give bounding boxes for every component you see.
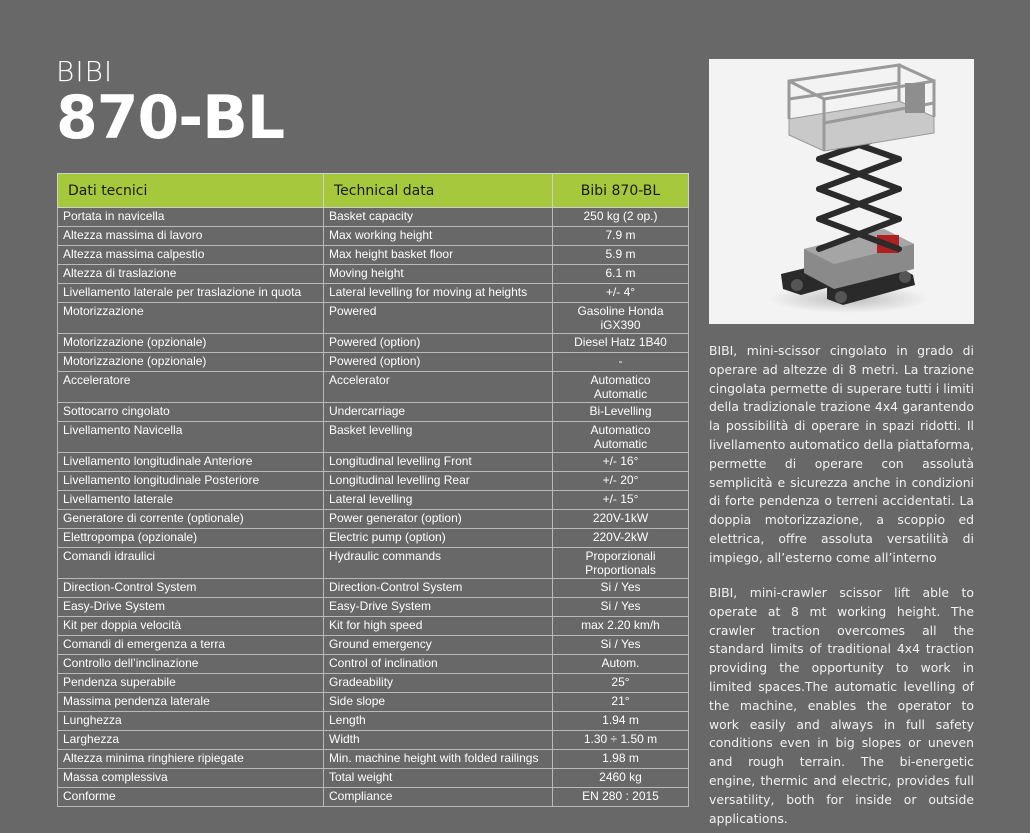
spec-row	[58, 636, 689, 655]
spec-label-english: Basket levelling	[324, 422, 553, 453]
spec-label-italian: Pendenza superabile	[58, 674, 324, 693]
spec-label-english: Powered (option)	[324, 353, 553, 372]
spec-value: 1.30 ÷ 1.50 m	[553, 731, 689, 750]
spec-value: Automatico Automatic	[553, 422, 689, 453]
spec-row	[58, 510, 689, 529]
spec-value: 25°	[553, 674, 689, 693]
spec-label-italian: Larghezza	[58, 731, 324, 750]
description-english: BIBI, mini-crawler scissor lift able to operate at 8 mt working height. The crawler traction overcomes all the standard limits of traditional 4x4 traction providing the opportunity to work in limited spaces.The automatic levelling of the machine, enables the operator to work easily and always in full safety conditions even in big slopes or uneven and rough terrain. The bi-energetic engine, thermic and electric, provides full versatility, both for inside or outside applications.	[709, 585, 974, 826]
spec-label-italian: Motorizzazione	[58, 303, 324, 334]
spec-label-italian: Comandi idraulici	[58, 548, 324, 579]
spec-label-italian: Altezza minima ringhiere ripiegate	[58, 750, 324, 769]
spec-row	[58, 617, 689, 636]
spec-value: 2460 kg	[553, 769, 689, 788]
spec-row	[58, 579, 689, 598]
brand-subtitle: BIBI	[56, 55, 114, 88]
spec-row	[58, 422, 689, 453]
spec-label-english: Gradeability	[324, 674, 553, 693]
spec-row	[58, 265, 689, 284]
spec-label-italian: Comandi di emergenza a terra	[58, 636, 324, 655]
spec-value: Proporzionali Proportionals	[553, 548, 689, 579]
spec-label-italian: Livellamento Navicella	[58, 422, 324, 453]
spec-label-english: Powered (option)	[324, 334, 553, 353]
spec-label-english: Lateral levelling for moving at heights	[324, 284, 553, 303]
scissor-lift-illustration	[709, 59, 974, 324]
spec-label-english: Longitudinal levelling Front	[324, 453, 553, 472]
spec-row	[58, 529, 689, 548]
spec-label-english: Longitudinal levelling Rear	[324, 472, 553, 491]
spec-value: -	[553, 353, 689, 372]
spec-label-italian: Kit per doppia velocità	[58, 617, 324, 636]
spec-table	[57, 173, 689, 807]
spec-value: +/- 4°	[553, 284, 689, 303]
spec-label-italian: Acceleratore	[58, 372, 324, 403]
spec-label-italian: Elettropompa (opzionale)	[58, 529, 324, 548]
spec-value: +/- 20°	[553, 472, 689, 491]
brand-block	[56, 55, 285, 153]
spec-row	[58, 731, 689, 750]
spec-table-header	[58, 174, 689, 208]
spec-value: Automatico Automatic	[553, 372, 689, 403]
spec-label-italian: Controllo dell’inclinazione	[58, 655, 324, 674]
description-italian: BIBI, mini-scissor cingolato in grado di operare ad altezze di 8 metri. La trazione cingolata permette di superare tutti i limiti della tradizionale trazione 4x4 garantendo la possibilità di operare in spazi ridotti. Il livellamento automatico della piattaforma, permette di operare con assolutà semplicità e sicurezza anche in condizioni di forte pendenza o terreni accidentati. La doppia motorizzazione, a scoppio ed elettrica, offre assoluta versatilità di impiego, all’esterno come all’interno	[709, 343, 974, 565]
spec-value: Si / Yes	[553, 598, 689, 617]
spec-label-english: Accelerator	[324, 372, 553, 403]
spec-value: 21°	[553, 693, 689, 712]
spec-label-italian: Easy-Drive System	[58, 598, 324, 617]
spec-label-english: Basket capacity	[324, 208, 553, 227]
spec-value: EN 280 : 2015	[553, 788, 689, 807]
spec-value: 5.9 m	[553, 246, 689, 265]
spec-label-english: Easy-Drive System	[324, 598, 553, 617]
product-photo	[709, 59, 974, 324]
spec-label-english: Length	[324, 712, 553, 731]
spec-label-italian: Livellamento laterale per traslazione in quota	[58, 284, 324, 303]
spec-label-english: Width	[324, 731, 553, 750]
spec-value: Bi-Levelling	[553, 403, 689, 422]
spec-row	[58, 453, 689, 472]
spec-row	[58, 655, 689, 674]
spec-label-italian: Motorizzazione (opzionale)	[58, 353, 324, 372]
spec-label-italian: Altezza di traslazione	[58, 265, 324, 284]
spec-value: 7.9 m	[553, 227, 689, 246]
spec-row	[58, 246, 689, 265]
spec-row	[58, 491, 689, 510]
spec-label-italian: Massima pendenza laterale	[58, 693, 324, 712]
spec-label-english: Min. machine height with folded railings	[324, 750, 553, 769]
spec-row	[58, 472, 689, 491]
spec-row	[58, 674, 689, 693]
spec-label-english: Powered	[324, 303, 553, 334]
spec-label-italian: Direction-Control System	[58, 579, 324, 598]
spec-row	[58, 769, 689, 788]
spec-row	[58, 227, 689, 246]
spec-row	[58, 284, 689, 303]
spec-label-italian: Massa complessiva	[58, 769, 324, 788]
spec-value: Gasoline Honda iGX390	[553, 303, 689, 334]
model-title: 870-BL	[56, 83, 285, 153]
spec-label-english: Ground emergency	[324, 636, 553, 655]
spec-label-english: Direction-Control System	[324, 579, 553, 598]
header-model: Bibi 870-BL	[553, 174, 689, 208]
spec-label-italian: Livellamento longitudinale Posteriore	[58, 472, 324, 491]
spec-label-italian: Motorizzazione (opzionale)	[58, 334, 324, 353]
spec-label-english: Hydraulic commands	[324, 548, 553, 579]
spec-label-italian: Conforme	[58, 788, 324, 807]
spec-value: Autom.	[553, 655, 689, 674]
spec-value: Diesel Hatz 1B40	[553, 334, 689, 353]
spec-label-english: Lateral levelling	[324, 491, 553, 510]
spec-label-italian: Lunghezza	[58, 712, 324, 731]
spec-value: 6.1 m	[553, 265, 689, 284]
spec-value: 220V-1kW	[553, 510, 689, 529]
spec-value: 1.98 m	[553, 750, 689, 769]
spec-row	[58, 334, 689, 353]
spec-value: 1.94 m	[553, 712, 689, 731]
spec-label-english: Power generator (option)	[324, 510, 553, 529]
spec-label-english: Undercarriage	[324, 403, 553, 422]
spec-row	[58, 353, 689, 372]
spec-value: 220V-2kW	[553, 529, 689, 548]
spec-label-english: Moving height	[324, 265, 553, 284]
spec-value: 250 kg (2 op.)	[553, 208, 689, 227]
spec-label-english: Side slope	[324, 693, 553, 712]
spec-row	[58, 548, 689, 579]
header-italian: Dati tecnici	[58, 174, 324, 208]
spec-label-italian: Altezza massima di lavoro	[58, 227, 324, 246]
spec-label-english: Kit for high speed	[324, 617, 553, 636]
spec-label-english: Control of inclination	[324, 655, 553, 674]
spec-label-english: Max height basket floor	[324, 246, 553, 265]
spec-value: Si / Yes	[553, 579, 689, 598]
spec-row	[58, 598, 689, 617]
spec-label-english: Electric pump (option)	[324, 529, 553, 548]
spec-label-english: Max working height	[324, 227, 553, 246]
spec-row	[58, 693, 689, 712]
spec-label-english: Compliance	[324, 788, 553, 807]
spec-value: max 2.20 km/h	[553, 617, 689, 636]
spec-row	[58, 788, 689, 807]
spec-value: +/- 16°	[553, 453, 689, 472]
spec-row	[58, 208, 689, 227]
spec-label-italian: Generatore di corrente (optionale)	[58, 510, 324, 529]
spec-label-english: Total weight	[324, 769, 553, 788]
spec-row	[58, 303, 689, 334]
spec-value: Si / Yes	[553, 636, 689, 655]
spec-label-italian: Portata in navicella	[58, 208, 324, 227]
spec-value: +/- 15°	[553, 491, 689, 510]
spec-label-italian: Sottocarro cingolato	[58, 403, 324, 422]
header-english: Technical data	[324, 174, 553, 208]
spec-label-italian: Altezza massima calpestio	[58, 246, 324, 265]
spec-row	[58, 712, 689, 731]
spec-label-italian: Livellamento laterale	[58, 491, 324, 510]
spec-row	[58, 372, 689, 403]
spec-table-body	[58, 208, 689, 807]
spec-row	[58, 403, 689, 422]
spec-row	[58, 750, 689, 769]
spec-label-italian: Livellamento longitudinale Anteriore	[58, 453, 324, 472]
